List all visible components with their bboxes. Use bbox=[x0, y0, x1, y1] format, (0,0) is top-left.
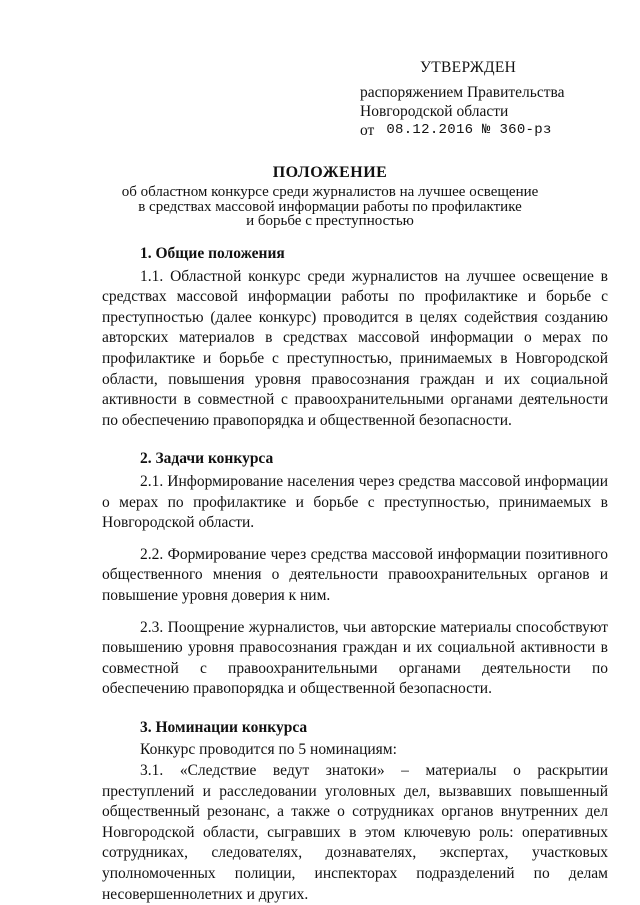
subtitle-line: об областном конкурсе среди журналистов на лучшее освещение bbox=[121, 184, 539, 200]
paragraph: 1.1. Областной конкурс среди журналистов на лучшее освещение в средствах массовой информации работы по профилактике и борьбе с преступностью (далее конкурс) проводится в целях содействия созданию авторских материалов в средствах массовой информации о мерах по профилактике и борьбе с преступностью, принимаемых в Новгородской области, повышения уровня правосознания граждан и их социальной активности в совместной с правоохранительными органами деятельности по обеспечению правопорядка и общественной безопасности. bbox=[102, 267, 608, 429]
approval-date-value: 08.12.2016 № 360-рз bbox=[386, 122, 552, 138]
paragraph: 3.1. «Следствие ведут знатоки» – материалы о раскрытии преступлений и расследовании уголовных дел, вызвавших повышенный общественный резонанс, а также о сотрудниках органов внутренних дел Новгородской области, сыгравших в этом ключевую роль: оперативных сотрудниках, следователях, дознавателях, экспертах, участковых уполномоченных полиции, инспекторах подразделений по делам несовершеннолетних и других. bbox=[102, 762, 608, 903]
paragraph: 2.3. Поощрение журналистов, чьи авторские материалы способствуют повышению уровня правосознания граждан и их социальной активности в совместной с правоохранительными органами деятельности по обеспечению правопорядка и общественной безопасности. bbox=[102, 618, 608, 698]
document-title: ПОЛОЖЕНИЕ bbox=[272, 164, 388, 181]
document-body bbox=[102, 244, 608, 905]
subtitle-line: и борьбе с преступностью bbox=[246, 213, 414, 229]
paragraph: 2.1. Информирование населения через средства массовой информации о мерах по профилактике и борьбе с преступностью, принимаемых в Новгородской области. bbox=[102, 472, 608, 532]
section-heading: 2. Задачи конкурса bbox=[140, 450, 274, 468]
section-heading: 3. Номинации конкурса bbox=[140, 718, 308, 736]
subtitle-line: в средствах массовой информации работы по профилактике bbox=[138, 198, 522, 215]
approval-line-2: Новгородской области bbox=[360, 103, 509, 120]
approval-date-line bbox=[360, 121, 620, 140]
approval-date-prefix: от bbox=[360, 122, 375, 139]
document-subtitle bbox=[110, 185, 550, 229]
approval-title: УТВЕРЖДЕН bbox=[420, 59, 517, 76]
approval-line-1: распоряжением Правительства bbox=[360, 84, 565, 101]
paragraph: Конкурс проводится по 5 номинациям: bbox=[140, 741, 397, 759]
paragraph: 2.2. Формирование через средства массовой информации позитивного общественного мнения о деятельности правоохранительных органов и повышение уровня доверия к ним. bbox=[102, 545, 608, 604]
approval-block bbox=[360, 58, 620, 140]
section-heading: 1. Общие положения bbox=[140, 245, 285, 262]
